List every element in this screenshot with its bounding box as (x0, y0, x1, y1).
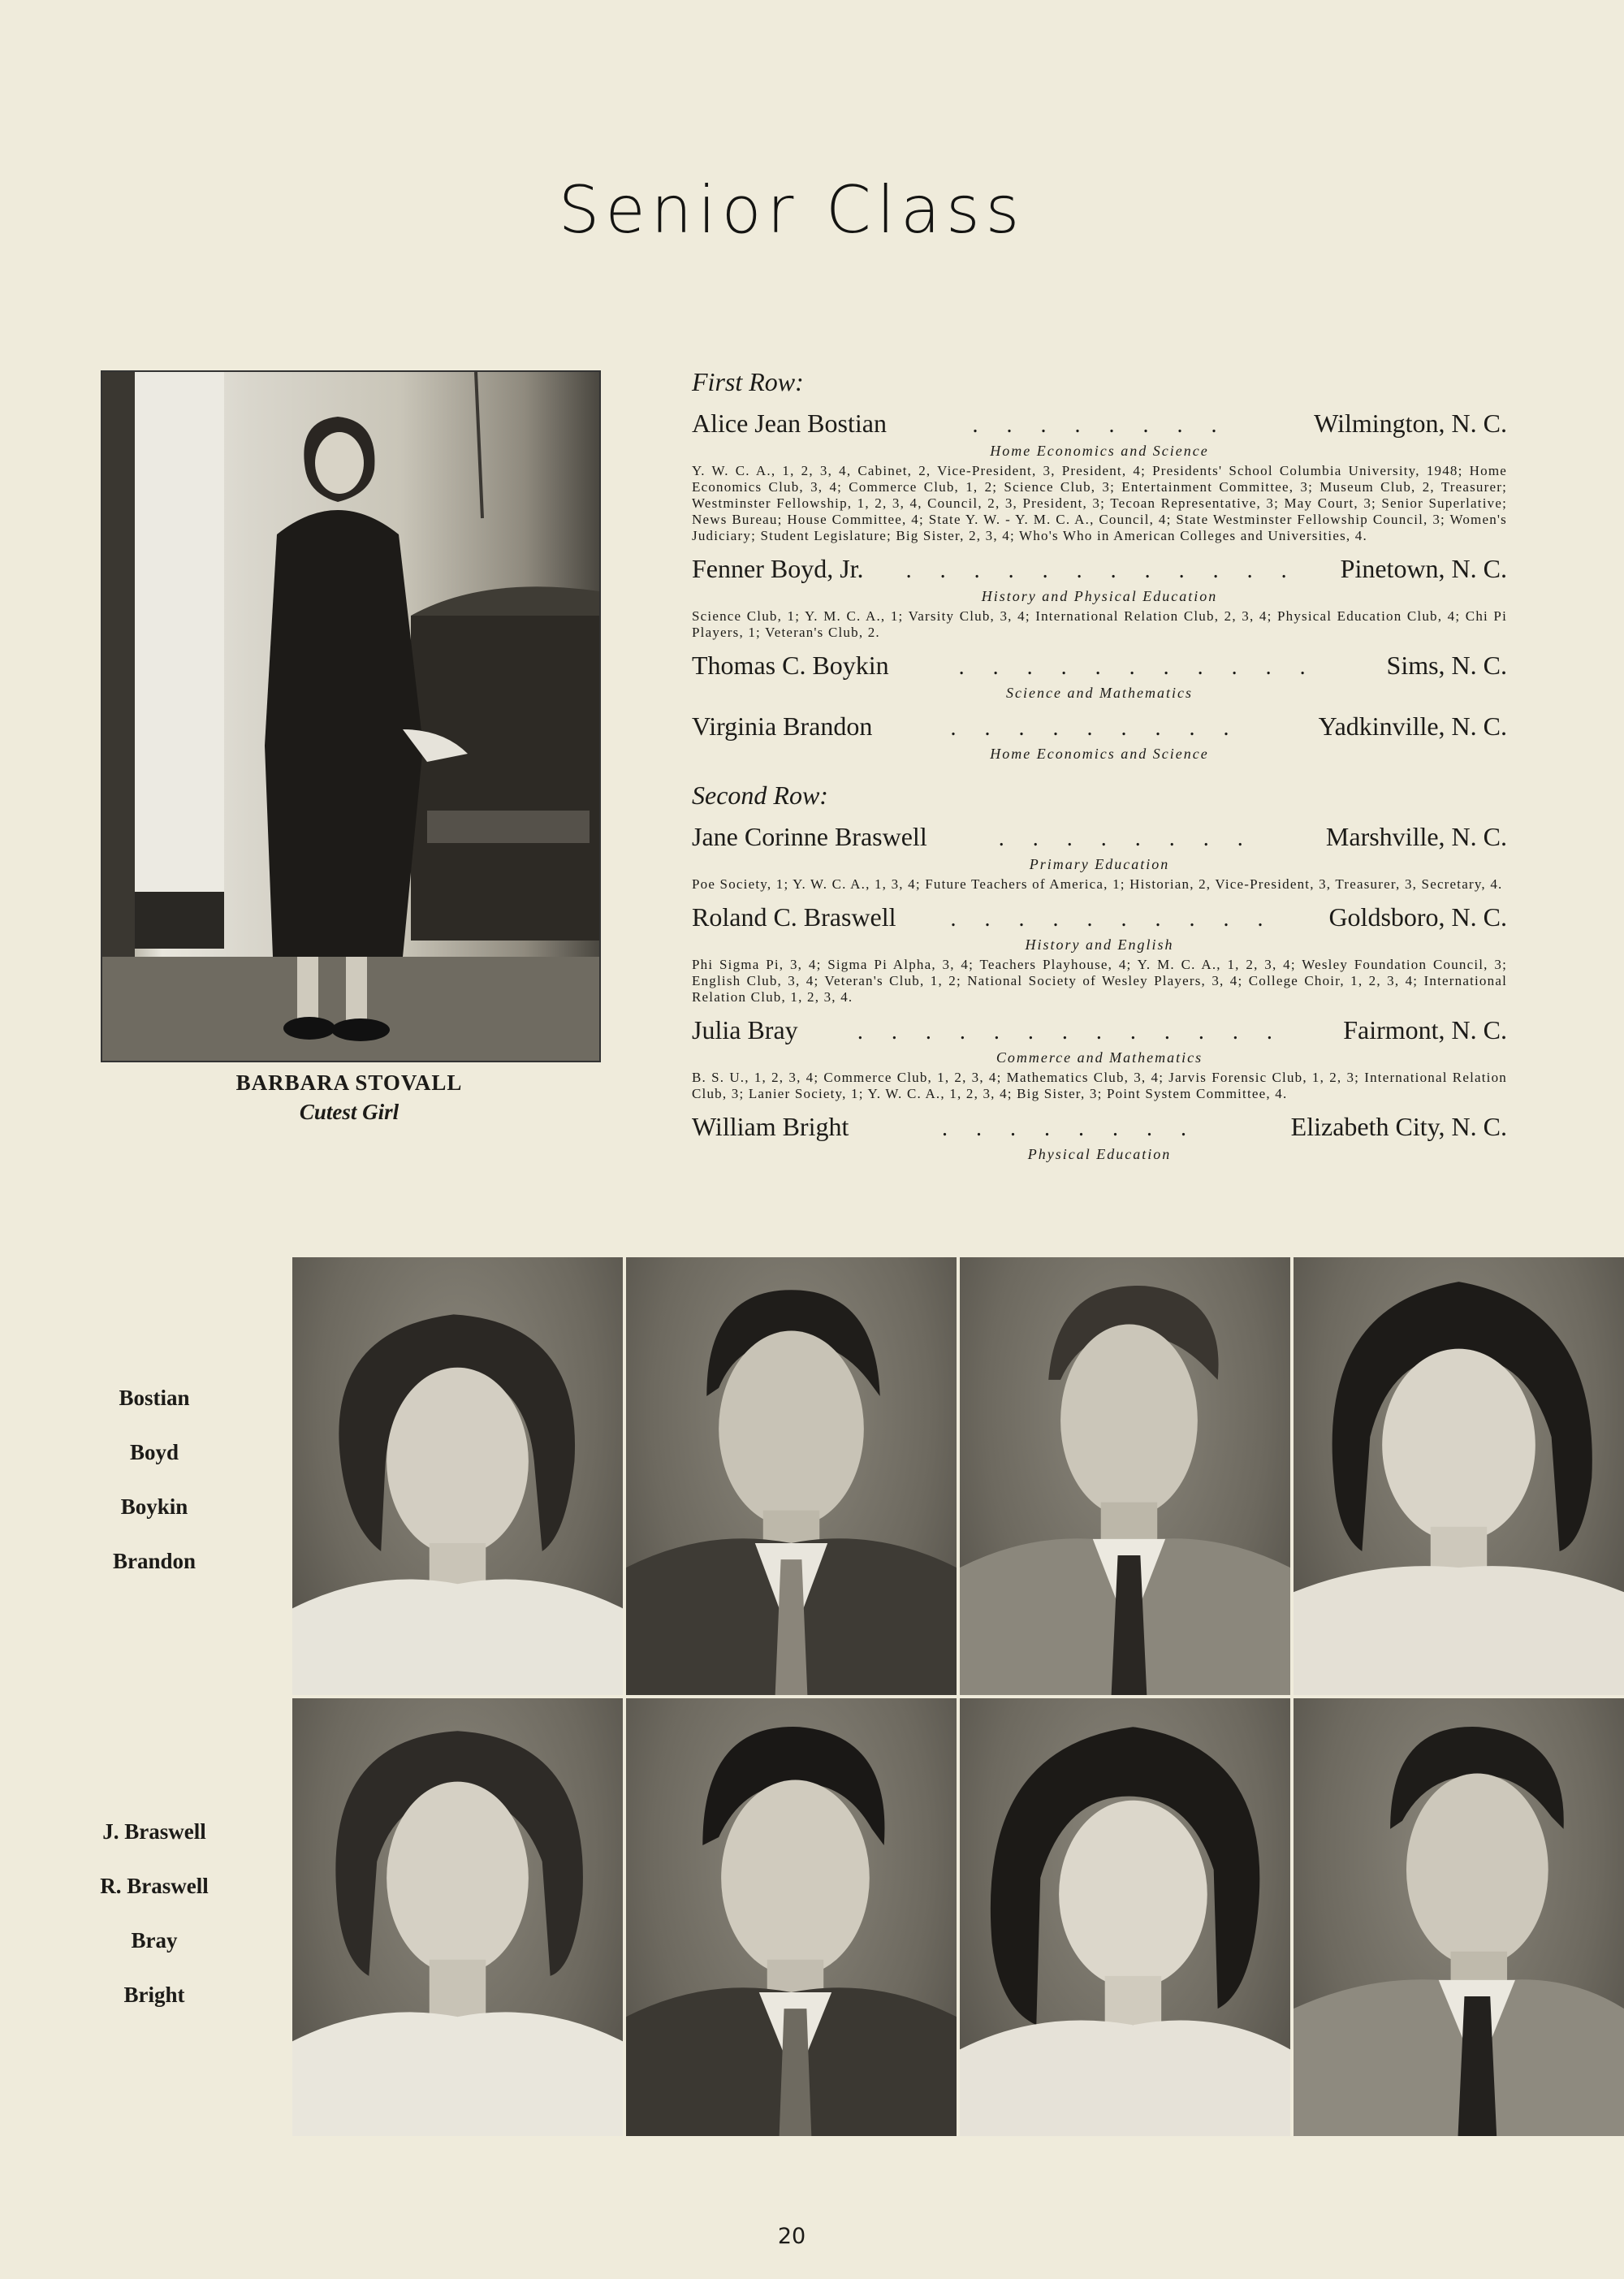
student-major: Home Economics and Science (990, 443, 1209, 459)
leader-dots: . . . . . . . . . (950, 716, 1241, 741)
student-entry (692, 407, 1507, 544)
student-major: History and Physical Education (981, 588, 1218, 604)
student-entry (692, 1110, 1507, 1163)
student-name: Julia Bray (692, 1015, 798, 1044)
student-major: Home Economics and Science (990, 746, 1209, 762)
student-major: Primary Education (1029, 856, 1170, 872)
portrait-photo (960, 1698, 1290, 2136)
photo-label: Bright (123, 1983, 185, 2007)
student-activities: Phi Sigma Pi, 3, 4; Sigma Pi Alpha, 3, 4; Teachers Playhouse, 4; Y. M. C. A., 1, 2, 3, 4; Wesley Foundation Council, 3; English Club, 3, 4; Veteran's Club, 1, 2; National Society of Wesley Players, 3, 4; College Choir, 1, 2, 3, 4; International Relation Club, 1, 2, 3, 4. (692, 957, 1507, 1005)
student-entry (692, 820, 1507, 893)
student-entry (692, 901, 1507, 1005)
page-title: Senior Class (558, 172, 1026, 248)
student-major: Science and Mathematics (1006, 685, 1193, 701)
student-entry (692, 1014, 1507, 1102)
portrait-photo (292, 1257, 623, 1695)
student-hometown: Pinetown, N. C. (1340, 554, 1507, 583)
student-activities: Y. W. C. A., 1, 2, 3, 4, Cabinet, 2, Vice-President, 3, President, 4; Presidents' School Columbia University, 1948; Home Economics Club, 3, 4; Commerce Club, 1, 2; Science Club, 3; Entertainment Committee, 3; Museum Club, 2, Treasurer; Westminster Fellowship, 1, 2, 3, 4, Council, 2, 3, President, 3; Tecoan Representative, 3; May Court, 3; Senior Superlative; News Bureau; House Committee, 4; State Y. W. - Y. M. C. A., Council, 4; State Westminster Fellowship Council, 3; Women's Judiciary; Student Legislature; Big Sister, 2, 3, 4; Who's Who in American Colleges and Universities, 4. (692, 463, 1507, 543)
student-activities: B. S. U., 1, 2, 3, 4; Commerce Club, 1, 2, 3, 4; Mathematics Club, 3, 4; Jarvis Forensic Club, 1, 2, 3; International Relation Club, 3; Lanier Society, 1; Y. W. C. A., 1, 2, 3, 4; Big Sister, 3; Point System Committee, 4. (692, 1070, 1507, 1101)
student-entry (692, 552, 1507, 641)
student-hometown: Wilmington, N. C. (1314, 409, 1507, 438)
student-hometown: Fairmont, N. C. (1343, 1015, 1507, 1044)
student-hometown: Elizabeth City, N. C. (1290, 1112, 1507, 1141)
student-name: William Bright (692, 1112, 849, 1141)
row-heading: Second Row: (692, 781, 828, 810)
portrait-photo (1294, 1698, 1624, 2136)
student-name: Alice Jean Bostian (692, 409, 887, 438)
feature-photo (101, 370, 601, 1062)
portrait-grid (292, 1257, 1624, 2136)
photo-labels-top-row (81, 1371, 227, 1589)
leader-dots: . . . . . . . . (972, 413, 1229, 438)
leader-dots: . . . . . . . . . . . . (905, 558, 1298, 583)
student-major: Commerce and Mathematics (996, 1049, 1203, 1066)
student-activities: Science Club, 1; Y. M. C. A., 1; Varsity Club, 3, 4; International Relation Club, 2, 3, 4; Physical Education Club, 4; Chi Pi Players, 1; Veteran's Club, 2. (692, 608, 1507, 640)
leader-dots: . . . . . . . . . . (950, 906, 1275, 932)
photo-labels-bottom-row (81, 1805, 227, 2022)
photo-label: Boykin (120, 1494, 188, 1519)
leader-dots: . . . . . . . . (998, 826, 1255, 851)
student-hometown: Marshville, N. C. (1325, 822, 1507, 851)
feature-name: BARBARA STOVALL (235, 1070, 463, 1095)
photo-label: Brandon (112, 1549, 197, 1573)
photo-label: R. Braswell (100, 1874, 209, 1898)
row-heading: First Row: (692, 367, 804, 396)
student-entry (692, 710, 1507, 763)
student-name: Thomas C. Boykin (692, 651, 889, 680)
portrait-photo (1294, 1257, 1624, 1695)
photo-label: Bostian (119, 1386, 190, 1410)
student-name: Virginia Brandon (692, 711, 873, 741)
leader-dots: . . . . . . . . . . . (958, 655, 1317, 680)
student-entry (692, 649, 1507, 702)
portrait-photo (960, 1257, 1290, 1695)
feature-caption: Cutest Girl (299, 1100, 400, 1124)
student-name: Fenner Boyd, Jr. (692, 554, 864, 583)
student-listing (692, 364, 1507, 1171)
leader-dots: . . . . . . . . (942, 1116, 1199, 1141)
portrait-photo (626, 1698, 957, 2136)
photo-label: Bray (131, 1928, 178, 1953)
photo-label: J. Braswell (102, 1819, 206, 1844)
portrait-photo (626, 1257, 957, 1695)
student-name: Jane Corinne Braswell (692, 822, 927, 851)
student-name: Roland C. Braswell (692, 902, 896, 932)
photo-label: Boyd (129, 1440, 179, 1464)
leader-dots: . . . . . . . . . . . . . (857, 1019, 1284, 1044)
student-activities: Poe Society, 1; Y. W. C. A., 1, 3, 4; Future Teachers of America, 1; Historian, 2, Vice-President, 3, Treasurer, 3, Secretary, 4. (692, 876, 1503, 892)
student-major: Physical Education (1027, 1146, 1172, 1162)
portrait-photo (292, 1698, 623, 2136)
student-hometown: Yadkinville, N. C. (1318, 711, 1507, 741)
student-hometown: Goldsboro, N. C. (1328, 902, 1507, 932)
student-major: History and English (1025, 936, 1174, 953)
student-hometown: Sims, N. C. (1386, 651, 1507, 680)
page-number: 20 (777, 2224, 806, 2249)
